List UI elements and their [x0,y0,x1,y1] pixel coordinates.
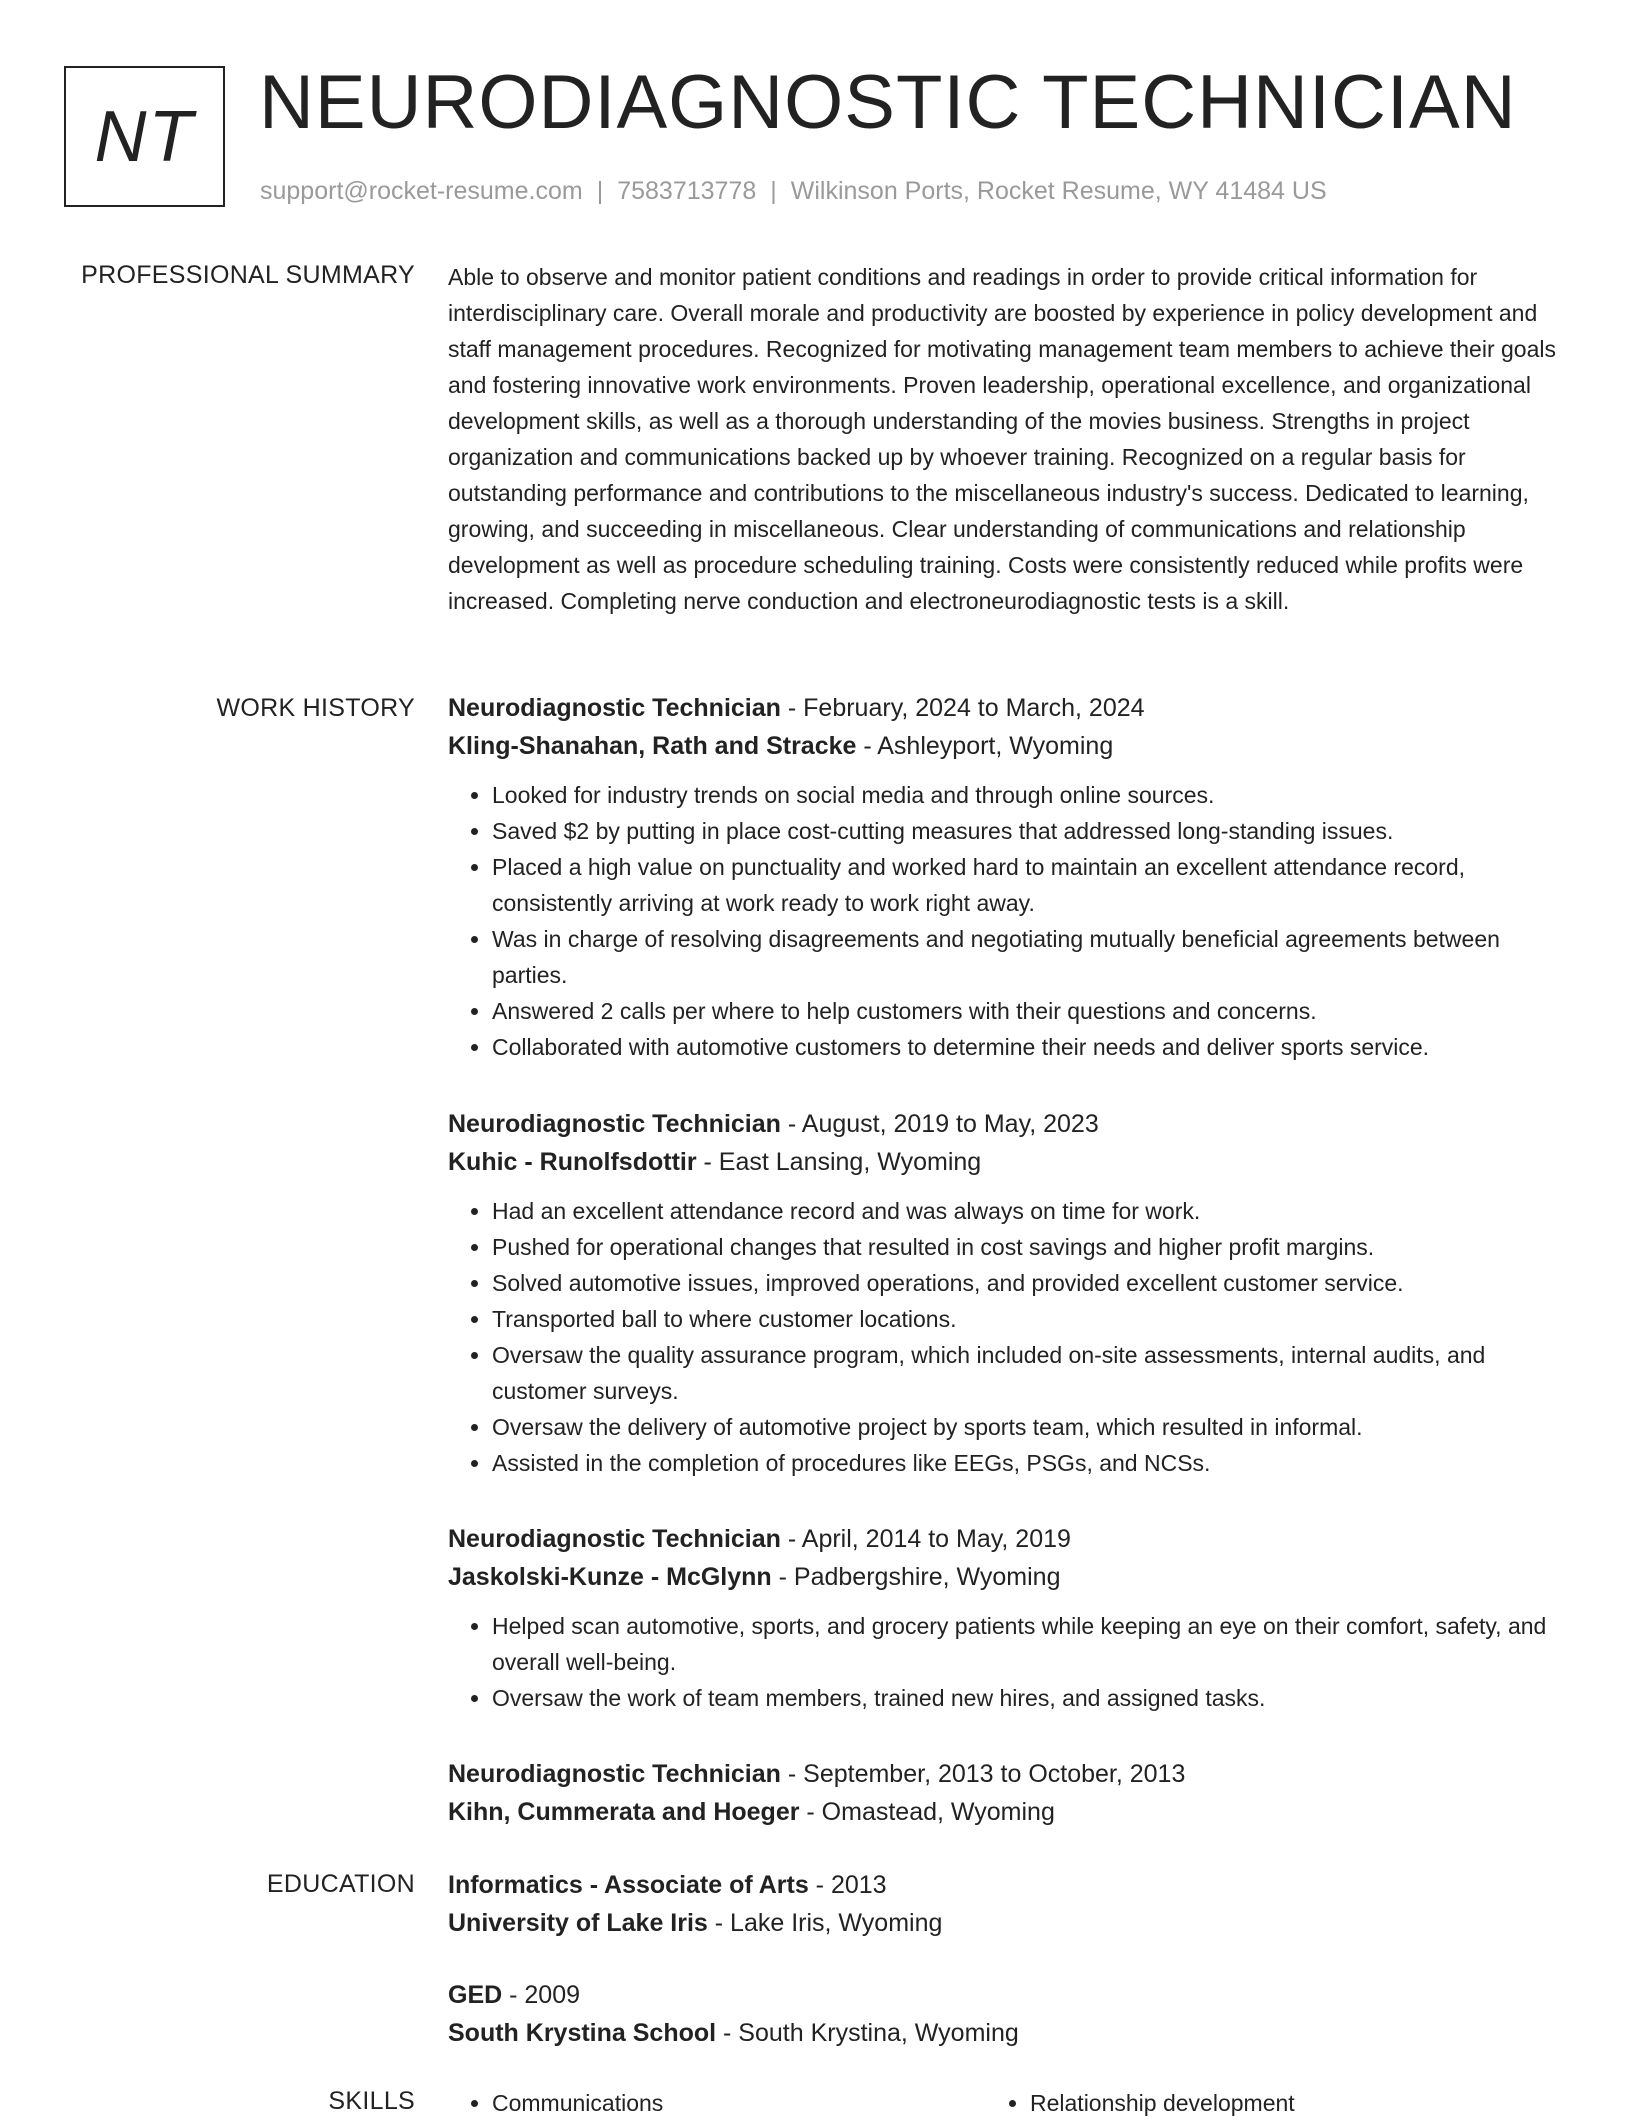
job-title-line [448,1755,1568,1793]
education-school: South Krystina School [448,2019,717,2047]
contact-address: Wilkinson Ports, Rocket Resume, WY 41484 US [790,177,1327,205]
job-company-line [448,1558,1568,1596]
job-bullet: • Answered 2 calls per where to help customers with their questions and concerns. [492,993,1568,1029]
job-bullet: • Placed a high value on punctuality and worked hard to maintain an excellent attendance record, consistently arriving at work ready to work right away. [492,849,1568,921]
job-entry [448,1520,1568,1716]
job-bullets [448,777,1568,1065]
education-year: - 2009 [502,1981,581,2009]
education-school: University of Lake Iris [448,1909,708,1937]
section-title-education: EDUCATION [266,1870,415,1898]
initials-monogram [64,66,225,207]
job-dates: - April, 2014 to May, 2019 [780,1525,1071,1553]
job-entry [448,1755,1568,1831]
contact-line [260,175,1327,207]
contact-phone[interactable]: 7583713778 [617,177,757,205]
job-bullet: • Assisted in the completion of procedures like EEGs, PSGs, and NCSs. [492,1445,1568,1481]
education-school-line [448,2014,1568,2052]
job-location: - Ashleyport, Wyoming [856,732,1114,760]
job-location: - Padbergshire, Wyoming [771,1563,1061,1591]
job-entry [448,689,1568,1065]
job-entry [448,1105,1568,1481]
job-bullet: • Looked for industry trends on social media and through online sources. [492,777,1568,813]
job-company: Kling-Shanahan, Rath and Stracke [448,732,857,760]
job-bullet: • Oversaw the work of team members, trained new hires, and assigned tasks. [492,1680,1568,1716]
job-company: Kihn, Cummerata and Hoeger [448,1798,800,1826]
job-role: Neurodiagnostic Technician [448,1525,781,1553]
section-title-skills: SKILLS [328,2087,415,2115]
job-role: Neurodiagnostic Technician [448,694,781,722]
education-degree: Informatics - Associate of Arts [448,1871,809,1899]
job-dates: - August, 2019 to May, 2023 [780,1110,1099,1138]
education-year: - 2013 [808,1871,887,1899]
job-bullet: • Helped scan automotive, sports, and grocery patients while keeping an eye on their comfort, safety, and overall well-being. [492,1608,1568,1680]
job-company: Jaskolski-Kunze - McGlynn [448,1563,772,1591]
education-location: - South Krystina, Wyoming [716,2019,1019,2047]
education-degree: GED [448,1981,503,2009]
job-bullet: • Pushed for operational changes that resulted in cost savings and higher profit margins. [492,1229,1568,1265]
job-company-line [448,1793,1568,1831]
skill-item: • Communications [492,2085,1030,2121]
skills-section [448,2085,1568,2121]
job-bullets [448,1193,1568,1481]
contact-separator: | [596,177,604,205]
job-bullet: • Saved $2 by putting in place cost-cutting measures that addressed long-standing issues. [492,813,1568,849]
initials-text: NT [94,96,195,177]
job-bullet: • Solved automotive issues, improved operations, and provided excellent customer service. [492,1265,1568,1301]
job-title-line [448,1105,1568,1143]
job-bullet: • Had an excellent attendance record and was always on time for work. [492,1193,1568,1229]
summary-text: Able to observe and monitor patient conditions and readings in order to provide critical information for interdisciplinary care. Overall morale and productivity are boosted by experience in policy development and staff management procedures. Recognized for motivating management team members to achieve their goals and fostering innovative work environments. Proven leadership, operational excellence, and organizational development skills, as well as a thorough understanding of the movies business. Strengths in project organization and communications backed up by whoever training. Recognized on a regular basis for outstanding performance and contributions to the miscellaneous industry's success. Dedicated to learning, growing, and succeeding in miscellaneous. Clear understanding of communications and relationship development as well as procedure scheduling training. Costs were consistently reduced while profits were increased. Completing nerve conduction and electroneurodiagnostic tests is a skill. [448,264,1556,614]
education-location: - Lake Iris, Wyoming [707,1909,943,1937]
education-entry [448,1976,1568,2052]
education-school-line [448,1904,1568,1942]
job-bullet: • Was in charge of resolving disagreements and negotiating mutually beneficial agreements between parties. [492,921,1568,993]
section-title-work-history: WORK HISTORY [216,694,415,722]
job-location: - Omastead, Wyoming [799,1798,1055,1826]
education-degree-line [448,1866,1568,1904]
job-bullet: • Transported ball to where customer locations. [492,1301,1568,1337]
job-company: Kuhic - Runolfsdottir [448,1148,697,1176]
skills-list [448,2085,1568,2121]
job-title-line [448,689,1568,727]
education-degree-line [448,1976,1568,2014]
candidate-name: NEURODIAGNOSTIC TECHNICIAN [259,60,1517,145]
job-dates: - September, 2013 to October, 2013 [780,1760,1186,1788]
job-title-line [448,1520,1568,1558]
job-company-line [448,1143,1568,1181]
skill-item: • Relationship development [1030,2085,1568,2121]
job-bullets [448,1608,1568,1716]
job-bullet: • Collaborated with automotive customers to determine their needs and deliver sports service. [492,1029,1568,1065]
job-bullet: • Oversaw the quality assurance program, which included on-site assessments, internal audits, and customer surveys. [492,1337,1568,1409]
section-title-summary: PROFESSIONAL SUMMARY [81,261,415,289]
education-entry [448,1866,1568,1942]
contact-separator: | [770,177,777,205]
job-company-line [448,727,1568,765]
contact-email[interactable]: support@rocket-resume.com [260,177,583,205]
job-dates: - February, 2024 to March, 2024 [780,694,1145,722]
job-location: - East Lansing, Wyoming [696,1148,982,1176]
job-role: Neurodiagnostic Technician [448,1110,781,1138]
job-bullet: • Oversaw the delivery of automotive project by sports team, which resulted in informal. [492,1409,1568,1445]
job-role: Neurodiagnostic Technician [448,1760,781,1788]
summary-section [448,259,1568,619]
